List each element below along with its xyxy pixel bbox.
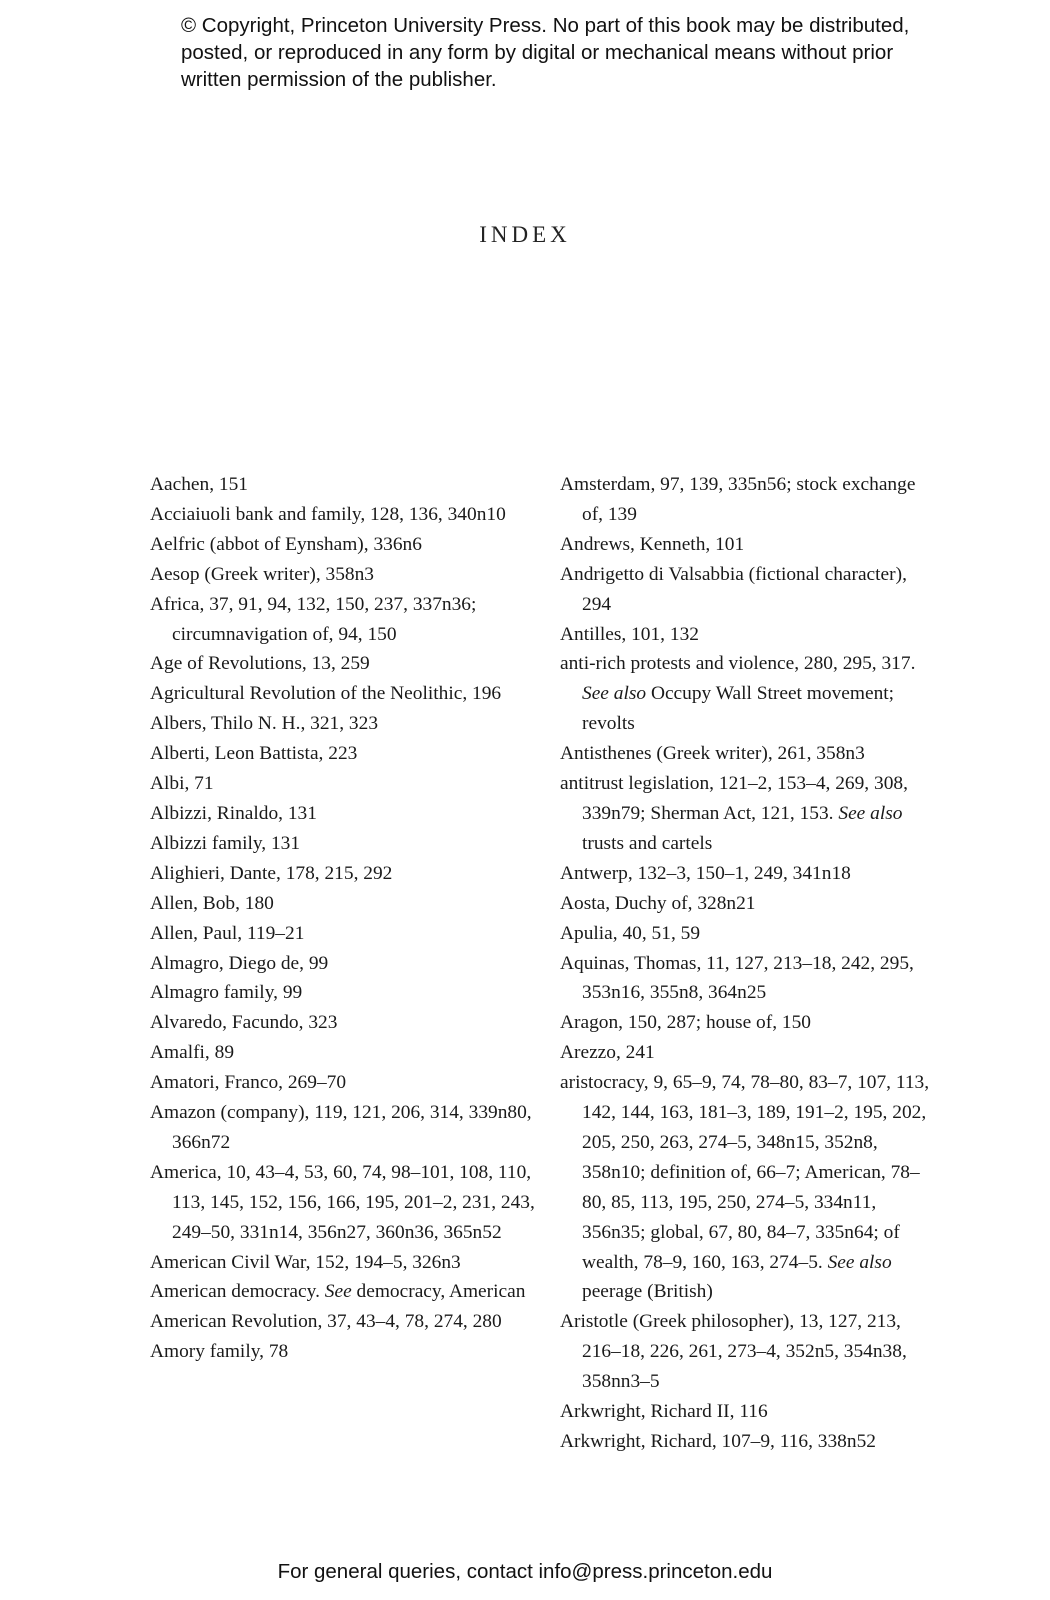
copyright-notice: © Copyright, Princeton University Press. No part of this book may be distributed, posted, or reproduced in any form by digital or mechanical means without prior written permission of the publisher.	[181, 14, 910, 91]
index-entry	[560, 769, 940, 859]
index-entry: Acciaiuoli bank and family, 128, 136, 340n10	[150, 503, 506, 525]
index-entry	[560, 649, 940, 739]
index-entry-text: democracy, American	[351, 1281, 526, 1303]
index-entry	[150, 1277, 535, 1307]
index-entry: Africa, 37, 91, 94, 132, 150, 237, 337n36; circumnavigation of, 94, 150	[150, 593, 477, 645]
index-entry: Amatori, Franco, 269–70	[150, 1072, 347, 1094]
index-entry-text: peerage (British)	[582, 1281, 713, 1303]
index-entry	[560, 1068, 940, 1307]
footer-contact: For general queries, contact info@press.princeton.edu	[277, 1560, 773, 1583]
cross-reference-label: See also	[838, 802, 903, 824]
index-entry: Apulia, 40, 51, 59	[560, 922, 701, 944]
index-entry: Alberti, Leon Battista, 223	[150, 743, 358, 765]
index-entry: Aachen, 151	[150, 474, 248, 495]
index-entry: Agricultural Revolution of the Neolithic, 196	[150, 683, 502, 705]
index-entry: Almagro, Diego de, 99	[150, 952, 329, 974]
index-entry: Amsterdam, 97, 139, 335n56; stock exchange of, 139	[560, 474, 916, 525]
index-entry: Amazon (company), 119, 121, 206, 314, 339n80, 366n72	[150, 1102, 532, 1153]
index-entry-text: trusts and cartels	[582, 832, 713, 854]
index-entry: Alighieri, Dante, 178, 215, 292	[150, 862, 393, 884]
index-entry: Amalfi, 89	[150, 1042, 235, 1064]
index-entry: Aosta, Duchy of, 328n21	[560, 892, 756, 914]
index-entry: Antisthenes (Greek writer), 261, 358n3	[560, 743, 865, 765]
index-entry-text: American democracy.	[150, 1281, 325, 1303]
index-entry: Allen, Paul, 119–21	[150, 922, 305, 944]
index-entry-text: aristocracy, 9, 65–9, 74, 78–80, 83–7, 107, 113, 142, 144, 163, 181–3, 189, 191–2, 195, 202, 205, 250, 263, 274–5, 348n15, 352n8, 358n10; definition of, 66–7; American, 78–80, 85, 113, 195, 250, 274–5, 334n11, 356n35; global, 67, 80, 84–7, 335n64; of wealth, 78–9, 160, 163, 274–5.	[560, 1072, 930, 1273]
index-entry-text: Occupy Wall Street movement; revolts	[582, 683, 895, 735]
index-entry-text: anti-rich protests and violence, 280, 295, 317.	[560, 653, 916, 675]
index-entry: America, 10, 43–4, 53, 60, 74, 98–101, 108, 110, 113, 145, 152, 156, 166, 195, 201–2, 231, 243, 249–50, 331n14, 356n27, 360n36, 365n52	[150, 1161, 535, 1243]
index-entry: Almagro family, 99	[150, 982, 303, 1004]
index-entry: Antilles, 101, 132	[560, 623, 699, 645]
index-entry: Albizzi, Rinaldo, 131	[150, 802, 317, 824]
index-entry: Andrigetto di Valsabbia (fictional character), 294	[560, 563, 907, 615]
index-entry: Age of Revolutions, 13, 259	[150, 653, 370, 675]
index-entry: Aristotle (Greek philosopher), 13, 127, 213, 216–18, 226, 261, 273–4, 352n5, 354n38, 358nn3–5	[560, 1311, 907, 1393]
index-entry: Aquinas, Thomas, 11, 127, 213–18, 242, 295, 353n16, 355n8, 364n25	[560, 952, 914, 1004]
index-entry: Arkwright, Richard II, 116	[560, 1401, 768, 1423]
index-entry: Arezzo, 241	[560, 1042, 655, 1064]
index-entry-text: antitrust legislation, 121–2, 153–4, 269, 308, 339n79; Sherman Act, 121, 153.	[560, 773, 908, 824]
index-entry: Aragon, 150, 287; house of, 150	[560, 1012, 811, 1034]
index-entry: Aesop (Greek writer), 358n3	[150, 563, 374, 585]
index-entry: Aelfric (abbot of Eynsham), 336n6	[150, 533, 422, 555]
index-entry: Arkwright, Richard, 107–9, 116, 338n52	[560, 1431, 876, 1452]
index-entry: Albizzi family, 131	[150, 832, 301, 854]
index-entry: Albi, 71	[150, 773, 214, 795]
index-entry: Alvaredo, Facundo, 323	[150, 1012, 338, 1034]
index-entry: Antwerp, 132–3, 150–1, 249, 341n18	[560, 862, 851, 884]
index-entry: American Civil War, 152, 194–5, 326n3	[150, 1251, 461, 1273]
index-column-right	[560, 470, 940, 1457]
index-entry: Allen, Bob, 180	[150, 892, 274, 914]
cross-reference-label: See also	[582, 683, 647, 705]
page-title: INDEX	[479, 222, 571, 247]
cross-reference-label: See also	[827, 1251, 892, 1273]
index-entry: American Revolution, 37, 43–4, 78, 274, 280	[150, 1311, 502, 1333]
index-entry: Andrews, Kenneth, 101	[560, 533, 745, 555]
index-column-left	[150, 470, 535, 1367]
index-entry: Amory family, 78	[150, 1341, 289, 1363]
cross-reference-label: See	[324, 1281, 352, 1303]
index-entry: Albers, Thilo N. H., 321, 323	[150, 713, 379, 735]
